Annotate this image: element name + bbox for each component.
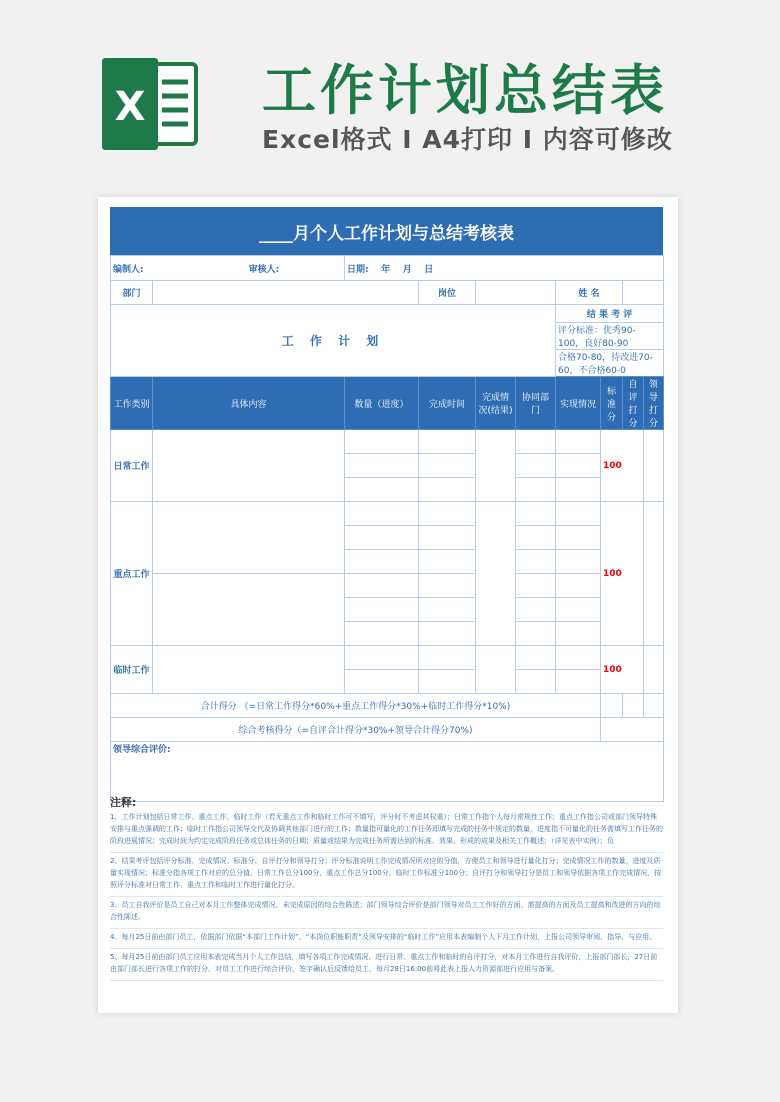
note-5: 5、每月25日前由部门员工应用本表完成当月个人工作总结，填写各项工作完成情况，进行日常、重点工作和临时的自评打分，对本月工作进行自我评价，上报部门部长，27日前由部门部长进行各项工作的打分，对员工工作进行综合评价，签字确认后反馈给员工，每月28日16:00前将此表上报人力资源部进行应用与备案。 bbox=[110, 949, 663, 981]
completion-cell[interactable] bbox=[476, 502, 516, 646]
dept-cell[interactable] bbox=[516, 670, 556, 694]
notes bbox=[110, 797, 663, 981]
realization-cell[interactable] bbox=[556, 670, 601, 694]
time-cell[interactable] bbox=[419, 454, 476, 478]
editor-label: 编制人: 审核人: bbox=[111, 256, 345, 281]
dept-cell[interactable] bbox=[516, 598, 556, 622]
realization-cell[interactable] bbox=[556, 550, 601, 574]
form-title: ____月个人工作计划与总结考核表 bbox=[110, 207, 663, 255]
standard-score: 100 bbox=[601, 430, 623, 502]
dept-field[interactable] bbox=[153, 281, 419, 305]
note-4: 4、每月25日前由部门员工，依据部门依据“本部门工作计划”、“本岗位职能职责”及领导安排的“临时工作”应用本表编制个人下月工作计划，上报公司领导审阅、指导、与应用。 bbox=[110, 929, 663, 949]
realization-cell[interactable] bbox=[556, 526, 601, 550]
note-2: 2、结果考评包括评分标准、完成情况、标准分、自评打分和领导打分；评分标准说明工作完成情况所对应的分值，方便员工和领导进行量化打分；完成情况工作的数量、进度及质量实现情况；标准分指各项工作对应的总分值，日常工作总分100分，重点工作总分100分，临时工作标准分100分；自评打分和领导打分是员工和领导依据各项工作完成情况，按照评分标准对日常工作、重点工作和临时工作进行量化打分。 bbox=[110, 853, 663, 897]
self-score-cell[interactable] bbox=[623, 502, 644, 646]
dept-cell[interactable] bbox=[516, 550, 556, 574]
content-cell[interactable] bbox=[153, 574, 345, 646]
quantity-cell[interactable] bbox=[345, 478, 419, 502]
notes-title: 注释: bbox=[110, 796, 137, 809]
header-standard: 标准分 bbox=[601, 377, 623, 430]
time-cell[interactable] bbox=[419, 478, 476, 502]
realization-cell[interactable] bbox=[556, 574, 601, 598]
header-self: 自评打分 bbox=[623, 377, 644, 430]
result-title: 结 果 考 评 bbox=[556, 305, 664, 323]
dept-cell[interactable] bbox=[516, 646, 556, 670]
leader-score-cell[interactable] bbox=[644, 502, 664, 646]
time-cell[interactable] bbox=[419, 502, 476, 526]
quantity-cell[interactable] bbox=[345, 550, 419, 574]
header-dept: 协同部门 bbox=[516, 377, 556, 430]
time-cell[interactable] bbox=[419, 430, 476, 454]
self-score-cell[interactable] bbox=[623, 430, 644, 502]
quantity-cell[interactable] bbox=[345, 574, 419, 598]
quantity-cell[interactable] bbox=[345, 454, 419, 478]
post-field[interactable] bbox=[476, 281, 556, 305]
leader-score-cell[interactable] bbox=[644, 430, 664, 502]
leader-score-cell[interactable] bbox=[644, 646, 664, 694]
banner-title: 工作计划总结表 bbox=[262, 59, 668, 122]
quantity-cell[interactable] bbox=[345, 622, 419, 646]
time-cell[interactable] bbox=[419, 598, 476, 622]
realization-cell[interactable] bbox=[556, 502, 601, 526]
leader-comment[interactable]: 领导综合评价: bbox=[111, 742, 664, 802]
total-row: 合计得分 （=日常工作得分*60%+重点工作得分*30%+临时工作得分*10%) bbox=[111, 694, 601, 718]
time-cell[interactable] bbox=[419, 574, 476, 598]
content-cell[interactable] bbox=[153, 502, 345, 574]
realization-cell[interactable] bbox=[556, 646, 601, 670]
criteria-1: 评分标准：优秀90-100，良好80-90 bbox=[556, 323, 664, 350]
completion-cell[interactable] bbox=[476, 430, 516, 502]
dept-cell[interactable] bbox=[516, 502, 556, 526]
time-cell[interactable] bbox=[419, 670, 476, 694]
standard-score: 100 bbox=[601, 502, 623, 646]
quantity-cell[interactable] bbox=[345, 598, 419, 622]
table-row bbox=[111, 646, 664, 670]
content-cell[interactable] bbox=[153, 646, 345, 694]
dept-cell[interactable] bbox=[516, 526, 556, 550]
header-time: 完成时间 bbox=[419, 377, 476, 430]
quantity-cell[interactable] bbox=[345, 502, 419, 526]
form-table bbox=[110, 255, 664, 802]
time-cell[interactable] bbox=[419, 550, 476, 574]
excel-logo-icon bbox=[100, 58, 200, 150]
post-label: 岗位 bbox=[419, 281, 476, 305]
banner-subtitle: Excel格式 I A4打印 I 内容可修改 bbox=[262, 125, 673, 154]
quantity-cell[interactable] bbox=[345, 646, 419, 670]
table-row bbox=[111, 430, 664, 454]
realization-cell[interactable] bbox=[556, 454, 601, 478]
quantity-cell[interactable] bbox=[345, 526, 419, 550]
header-completion: 完成情况(结果) bbox=[476, 377, 516, 430]
self-score-cell[interactable] bbox=[623, 646, 644, 694]
dept-cell[interactable] bbox=[516, 430, 556, 454]
table-row bbox=[111, 574, 664, 598]
realization-cell[interactable] bbox=[556, 430, 601, 454]
quantity-cell[interactable] bbox=[345, 670, 419, 694]
header-realization: 实现情况 bbox=[556, 377, 601, 430]
criteria-2: 合格70-80，待改进70-60，不合格60-0 bbox=[556, 350, 664, 377]
dept-cell[interactable] bbox=[516, 478, 556, 502]
dept-cell[interactable] bbox=[516, 622, 556, 646]
standard-score: 100 bbox=[601, 646, 623, 694]
name-label: 姓 名 bbox=[556, 281, 623, 305]
realization-cell[interactable] bbox=[556, 598, 601, 622]
note-1: 1、工作计划包括日常工作、重点工作、临时工作（若无重点工作和临时工作可不填写，评分时不考虑其权重）；日常工作指个人每月常规性工作；重点工作指公司或部门领导特殊安排与重点强调的工作；临时工作指公司领导交代及协调其他部门进行的工作；数量指可量化的工作任务即填写完成的任务中规定的数量，进度指不可量化的任务需填写工作任务的阶段进展情况；完成时间为约定完成阶段任务或总体任务的日期；质量或结果为完成任务所需达到的标准、效果、形成的成果及相关工作概述；（详见表中实例）；负 bbox=[110, 809, 663, 853]
dept-cell[interactable] bbox=[516, 574, 556, 598]
category-label: 日常工作 bbox=[111, 430, 153, 502]
overall-row: 综合考核得分（=自评合计得分*30%+领导合计得分70%) bbox=[111, 718, 601, 742]
plan-title: 工 作 计 划 bbox=[111, 305, 556, 377]
name-field[interactable] bbox=[623, 281, 664, 305]
time-cell[interactable] bbox=[419, 622, 476, 646]
header-quantity: 数量（进度） bbox=[345, 377, 419, 430]
header-leader: 领导打分 bbox=[644, 377, 664, 430]
category-label: 重点工作 bbox=[111, 502, 153, 646]
completion-cell[interactable] bbox=[476, 646, 516, 694]
time-cell[interactable] bbox=[419, 646, 476, 670]
quantity-cell[interactable] bbox=[345, 430, 419, 454]
header-content: 具体内容 bbox=[153, 377, 345, 430]
table-row bbox=[111, 502, 664, 526]
date-label: 日期: 年 月 日 bbox=[345, 256, 664, 281]
dept-cell[interactable] bbox=[516, 454, 556, 478]
time-cell[interactable] bbox=[419, 526, 476, 550]
category-label: 临时工作 bbox=[111, 646, 153, 694]
content-cell[interactable] bbox=[153, 430, 345, 502]
note-3: 3、员工自我评价是员工自己对本月工作整体完成情况、未完成原因的综合性陈述；部门领导综合评价是部门领导对员工工作好的方面、需提高的方面及员工提高和改进的方向的综合性陈述。 bbox=[110, 897, 663, 929]
svg-text:X: X bbox=[114, 84, 146, 130]
realization-cell[interactable] bbox=[556, 478, 601, 502]
dept-label: 部门 bbox=[111, 281, 153, 305]
realization-cell[interactable] bbox=[556, 622, 601, 646]
header-category: 工作类别 bbox=[111, 377, 153, 430]
